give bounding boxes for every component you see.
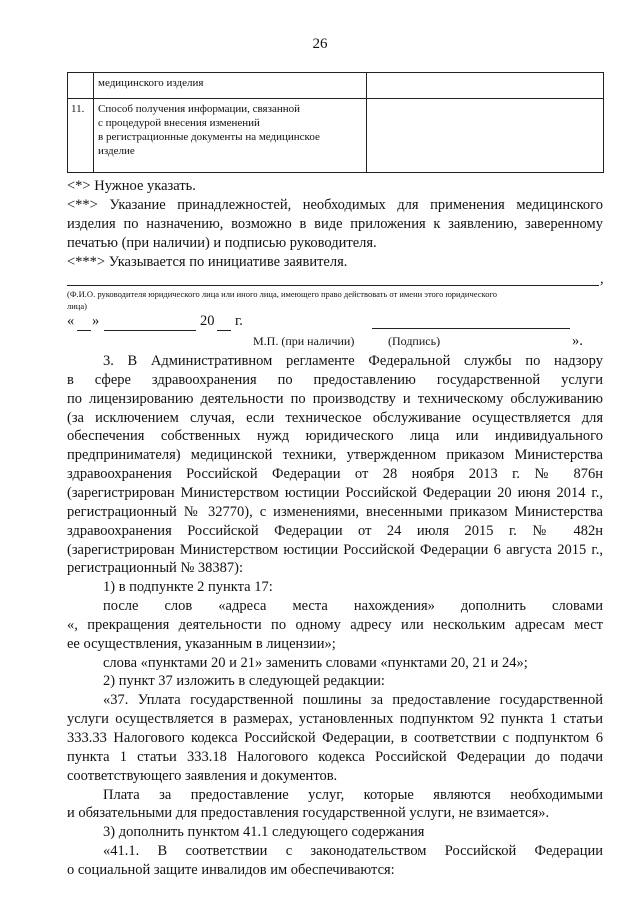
note-accessories-end: печатью (при наличии) и подписью руководителя. bbox=[67, 235, 377, 251]
body-line: слова «пунктами 20 и 21» заменить словами «пунктами 20, 21 и 24»; bbox=[103, 654, 528, 671]
note-required: <*> Нужное указать. bbox=[67, 178, 196, 194]
page-number: 26 bbox=[312, 36, 328, 52]
body-line: (за исключением случая, если техническое обслуживание осуществляется для bbox=[67, 409, 603, 426]
form-table bbox=[67, 72, 604, 173]
body-line: «, прекращения деятельности по одному адресу или нескольким адресам мест bbox=[67, 616, 603, 633]
body-line: регистрационный № 38387): bbox=[67, 560, 244, 577]
table-text-line: изделие bbox=[98, 145, 135, 157]
table-cell-text bbox=[94, 99, 367, 173]
date-close-quote: » bbox=[92, 313, 100, 329]
date-day-line bbox=[77, 330, 91, 331]
table-row bbox=[68, 99, 604, 173]
table-text-line: Способ получения информации, связанной bbox=[98, 103, 300, 115]
table-cell-num: 11. bbox=[68, 99, 94, 173]
body-line: 2) пункт 37 изложить в следующей редакции: bbox=[103, 673, 385, 690]
date-year-line bbox=[217, 330, 231, 331]
signature-caption: (Ф.И.О. руководителя юридического лица или иного лица, имеющего право действовать от имени этого юридического bbox=[67, 289, 497, 299]
date-open-quote: « bbox=[67, 313, 75, 329]
signature-name-line bbox=[67, 285, 599, 286]
signature-line bbox=[372, 328, 570, 329]
body-line: соответствующего заявления и документов. bbox=[67, 767, 338, 784]
stamp-label: М.П. (при наличии) bbox=[253, 334, 355, 348]
body-line: о социальной защите инвалидов им обеспечиваются: bbox=[67, 861, 395, 878]
body-line: 3. В Административном регламенте Федеральной службы по надзору bbox=[103, 353, 603, 369]
body-line: Плата за предоставление услуг, которые являются необходимыми bbox=[103, 786, 603, 803]
table-cell-value bbox=[367, 73, 604, 99]
body-line: после слов «адреса места нахождения» дополнить словами bbox=[103, 598, 603, 615]
signature-label: (Подпись) bbox=[388, 334, 441, 348]
body-line: «37. Уплата государственной пошлины за предоставление государственной bbox=[103, 692, 603, 709]
date-month-line bbox=[104, 330, 196, 331]
body-line: по лицензированию деятельности по производству и техническому обслуживанию bbox=[67, 390, 603, 407]
body-line: здравоохранения Российской Федерации от 28 ноября 2013 г. № 876н bbox=[67, 466, 603, 483]
body-line: пункта 1 статьи 333.18 Налогового кодекса Российской Федерации до подачи bbox=[67, 748, 603, 765]
table-cell-text bbox=[94, 73, 367, 99]
table-row bbox=[68, 73, 604, 99]
body-line: регистрационный № 32770), с изменениями, внесенными приказом Министерства bbox=[67, 503, 603, 520]
body-line: (зарегистрирован Министерством юстиции Российской Федерации 20 июня 2014 г., bbox=[67, 484, 603, 501]
body-line: 333.33 Налогового кодекса Российской Федерации, в соответствии с подпунктом 6 bbox=[67, 730, 603, 746]
date-year-prefix: 20 bbox=[200, 313, 215, 329]
note-accessories-cont: изделия по назначению, возможно в виде приложения к заявлению, заверенному bbox=[67, 216, 603, 232]
body-line: обеспечения собственных нужд юридического лица или индивидуального bbox=[67, 428, 603, 445]
table-cell-value bbox=[367, 99, 604, 173]
body-line: «41.1. В соответствии с законодательством Российской Федерации bbox=[103, 843, 603, 860]
body-line: (зарегистрирован Министерством юстиции Российской Федерации 6 августа 2015 г., bbox=[67, 541, 603, 558]
note-initiative: <***> Указывается по инициативе заявителя. bbox=[67, 254, 348, 270]
date-year-suffix: г. bbox=[235, 313, 243, 329]
table-cell-num bbox=[68, 73, 94, 99]
body-line: 3) дополнить пунктом 41.1 следующего содержания bbox=[103, 824, 425, 841]
body-line: услуги осуществляется в размерах, установленных подпунктом 92 пункта 1 статьи bbox=[67, 711, 603, 728]
note-accessories: <**> Указание принадлежностей, необходимых для применения медицинского bbox=[67, 197, 603, 213]
body-line: предпринимателя) медицинской техники, утвержденном приказом Министерства bbox=[67, 447, 603, 464]
table-text-line: медицинского изделия bbox=[98, 77, 204, 89]
signature-end: ». bbox=[572, 333, 583, 349]
signature-caption-cont: лица) bbox=[67, 301, 87, 311]
body-line: в сфере здравоохранения по предоставлению государственной услуги bbox=[67, 371, 603, 388]
body-line: здравоохранения Российской Федерации от 24 июля 2015 г. № 482н bbox=[67, 522, 603, 539]
body-line: и обязательными для предоставления государственной услуги, не взимается». bbox=[67, 805, 550, 822]
table-text-line: с процедурой внесения изменений bbox=[98, 117, 260, 129]
body-line: 1) в подпункте 2 пункта 17: bbox=[103, 579, 273, 596]
signature-comma: , bbox=[600, 271, 604, 287]
body-line: ее осуществления, указанным в лицензии»; bbox=[67, 635, 336, 652]
table-text-line: в регистрационные документы на медицинское bbox=[98, 131, 320, 143]
